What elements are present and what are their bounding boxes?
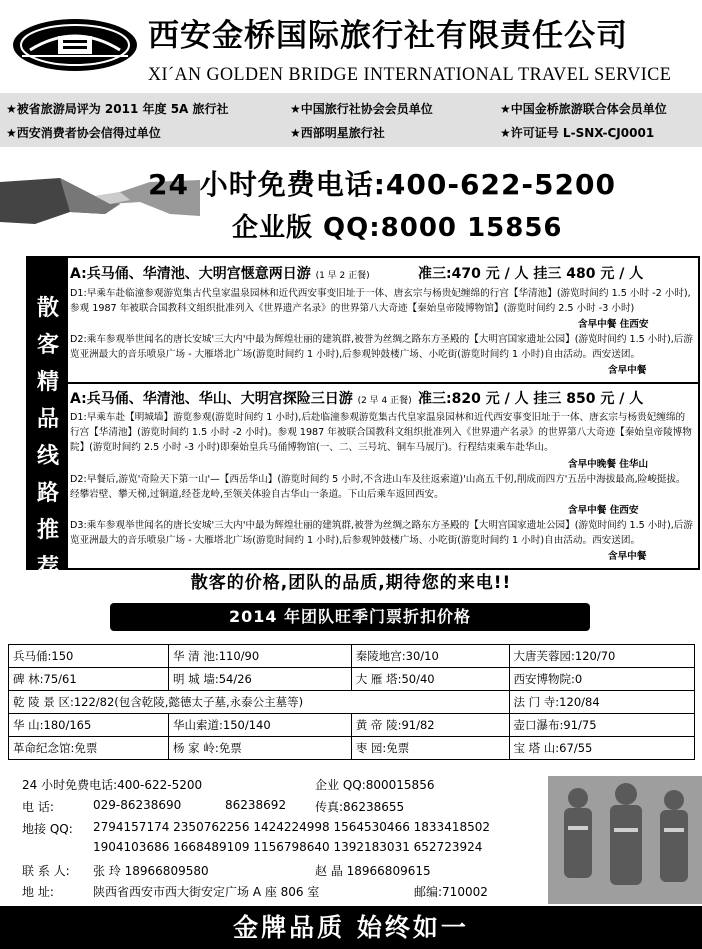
route-a-day2: D2:乘车参观举世闻名的唐长安城'三大内'中最为辉煌壮丽的建筑群,被誉为丝绸之路东方圣殿的【大明宫国家遗址公园】(游览时间约 1.5 小时),后游览亚洲最大的音乐喷泉广场 - 大雁塔北广场(游览时间约 1 小时),后参观钟鼓楼广场、小吃街(游览时间约 1 小时)自由活动。西安送团。 xyxy=(70,334,693,360)
route-a-day1: D1:早乘车赴临潼参观游览集古代皇家温泉园林和近代西安事变旧址于一体、唐玄宗与杨贵妃缠绵的行宫【华清池】(游览时间约 1.5 小时 -2 小时),参观 1987 年被联合国教科文组织批准列入《世界遗产名录》的世界第八大奇迹【秦始皇帝陵博物馆】(游览时间约 2.5 小时 -3 小时) xyxy=(70,288,691,314)
table-row xyxy=(9,668,695,691)
qq-label: 地接 QQ: xyxy=(22,822,73,836)
terracotta-warriors-image xyxy=(548,776,702,904)
routes-body xyxy=(68,258,698,568)
route-a-title xyxy=(70,263,370,283)
honor-item: ★许可证号 L-SNX-CJ0001 xyxy=(500,126,655,140)
route-a-price: 准三:470 元 / 人 挂三 480 元 / 人 xyxy=(418,266,644,282)
honor-item: ★中国金桥旅游联合体会员单位 xyxy=(500,102,667,116)
hotline-phone: 24 小时免费电话:400-622-5200 xyxy=(148,168,616,201)
price-cell: 宝 塔 山:67/55 xyxy=(509,737,695,760)
price-cell: 兵马俑:150 xyxy=(9,645,169,668)
price-cell: 华 清 池:110/90 xyxy=(169,645,352,668)
price-cell: 乾 陵 景 区:122/82(包含乾陵,懿德太子墓,永泰公主墓等) xyxy=(9,691,510,714)
side-label-text: 散 客 精 品 线 路 推 荐 xyxy=(36,296,59,580)
honor-item: ★中国旅行社协会会员单位 xyxy=(290,102,433,116)
route-b-day3: D3:乘车参观举世闻名的唐长安城'三大内'中最为辉煌壮丽的建筑群,被誉为丝绸之路东方圣殿的【大明宫国家遗址公园】(游览时间约 1.5 小时),后游览亚洲最大的音乐喷泉广场 - 大雁塔北广场(游览时间约 1 小时),后参观钟鼓楼广场、小吃街(游览时间约 1 小时)自由活动。西安送团。 xyxy=(70,520,693,546)
table-row xyxy=(9,737,695,760)
route-meals: (2 早 4 正餐) xyxy=(357,396,412,406)
price-cell: 革命纪念馆:免票 xyxy=(9,737,169,760)
honor-item: ★西安消费者协会信得过单位 xyxy=(6,126,161,140)
tel-label: 电 话: xyxy=(22,800,54,814)
routes-box xyxy=(26,256,700,580)
route-a-day1-meal: 含早中餐 住西安 xyxy=(578,319,649,330)
price-cell: 法 门 寺:120/84 xyxy=(509,691,695,714)
route-b-title xyxy=(70,388,412,408)
honor-item: ★西部明星旅行社 xyxy=(290,126,385,140)
postcode: 邮编:710002 xyxy=(414,885,488,899)
qq-list-row-2: 1904103686 1668489109 1156798640 1392183031 652723924 xyxy=(93,840,483,854)
route-meals: (1 早 2 正餐) xyxy=(315,271,370,281)
price-cell: 秦陵地宫:30/10 xyxy=(351,645,509,668)
route-b-day2-meal: 含早中餐 住西安 xyxy=(568,505,639,516)
person-label: 联 系 人: xyxy=(22,864,70,878)
route-title-text: A:兵马俑、华清池、大明宫惬意两日游 xyxy=(70,266,311,282)
route-a-day2-meal: 含早中餐 xyxy=(608,365,647,376)
price-cell: 华山索道:150/140 xyxy=(169,714,352,737)
price-cell: 枣 园:免票 xyxy=(351,737,509,760)
contact-qq: 企业 QQ:800015856 xyxy=(315,778,435,792)
tel-1: 029-86238690 xyxy=(93,798,182,812)
slogan: 散客的价格,团队的品质,期待您的来电!! xyxy=(190,573,512,593)
route-b-day1: D1:早乘车赴【明城墙】游览参观(游览时间约 1 小时),后赴临潼参观游览集古代皇家温泉园林和近代西安事变旧址于一体、唐玄宗与杨贵妃缠绵的行宫【华清池】(游览时间约 1.5 小时 -2 小时)。参观 1987 年被联合国教科文组织批准列入《世界遗产名录》的世界第八大奇迹【秦始皇帝陵博物院】(游览时间约 2.5 小时 -3 小时)即秦始皇兵马俑博物馆(一、二、三号坑、铜车马展厅)。行程结束乘车赴华山。 xyxy=(70,412,692,453)
honors-bar xyxy=(0,93,702,147)
price-cell: 壶口瀑布:91/75 xyxy=(509,714,695,737)
table-row xyxy=(9,714,695,737)
route-b-day3-meal: 含早中餐 xyxy=(608,551,647,562)
qq-list-row-1: 2794157174 2350762256 1424224998 1564530466 1833418502 xyxy=(93,820,490,834)
table-row xyxy=(9,645,695,668)
contact-person-1: 张 玲 18966809580 xyxy=(93,864,209,878)
contact-hotline: 24 小时免费电话:400-622-5200 xyxy=(22,778,203,792)
price-cell: 明 城 墙:54/26 xyxy=(169,668,352,691)
price-cell: 碑 林:75/61 xyxy=(9,668,169,691)
route-divider xyxy=(68,382,698,384)
address: 陕西省西安市西大街安定广场 A 座 806 室 xyxy=(93,885,320,899)
company-name-cn: 西安金桥国际旅行社有限责任公司 xyxy=(148,18,628,54)
price-cell: 黄 帝 陵:91/82 xyxy=(351,714,509,737)
fax: 传真:86238655 xyxy=(315,800,405,814)
company-name-en: XI´AN GOLDEN BRIDGE INTERNATIONAL TRAVEL SERVICE xyxy=(148,64,672,85)
honor-item: ★被省旅游局评为 2011 年度 5A 旅行社 xyxy=(6,102,229,116)
route-title-text: A:兵马俑、华清池、华山、大明宫探险三日游 xyxy=(70,391,353,407)
routes-side-label xyxy=(28,258,68,580)
tel-2: 86238692 xyxy=(225,798,287,812)
route-b-price: 准三:820 元 / 人 挂三 850 元 / 人 xyxy=(418,391,644,407)
price-cell: 西安博物院:0 xyxy=(509,668,695,691)
contact-person-2: 赵 晶 18966809615 xyxy=(315,864,431,878)
footer-slogan: 金牌品质 始终如一 xyxy=(0,906,702,949)
price-cell: 大 雁 塔:50/40 xyxy=(351,668,509,691)
price-table-title: 2014 年团队旺季门票折扣价格 xyxy=(110,603,590,631)
address-label: 地 址: xyxy=(22,885,54,899)
table-row xyxy=(9,691,695,714)
route-b-day1-meal: 含早中晚餐 住华山 xyxy=(568,459,649,470)
price-cell: 大唐芙蓉园:120/70 xyxy=(509,645,695,668)
route-b-day2: D2:早餐后,游览'奇险天下第一山'—【西岳华山】(游览时间约 5 小时,不含进山车及往返索道)'山高五千仞,削成而四方'五岳中海拔最高,险峻挺拔。经攀岩壁、攀天梯,过铜道,经苍龙岭,至领关体验自古华山一条道。下山后乘车返回西安。 xyxy=(70,474,686,500)
price-cell: 杨 家 岭:免票 xyxy=(169,737,352,760)
price-cell: 华 山:180/165 xyxy=(9,714,169,737)
ticket-price-table xyxy=(8,644,695,760)
globe-bridge-logo xyxy=(10,16,140,74)
enterprise-qq: 企业版 QQ:8000 15856 xyxy=(232,213,563,243)
